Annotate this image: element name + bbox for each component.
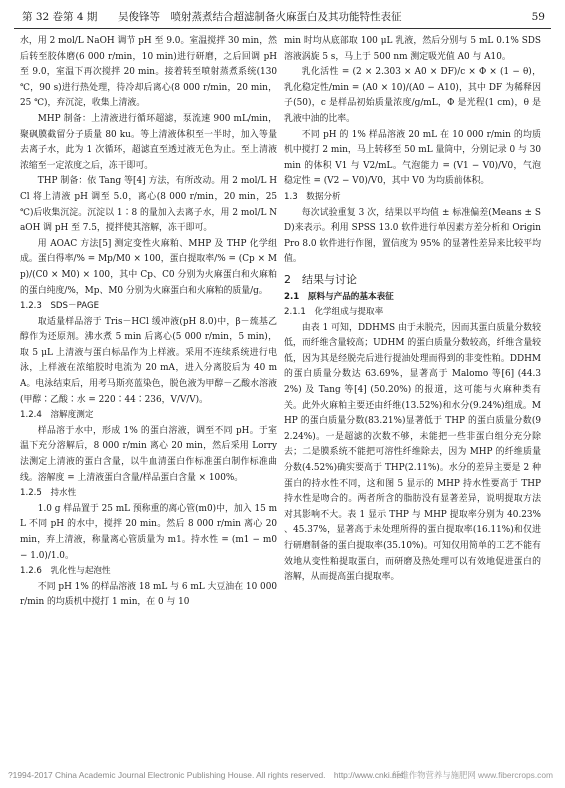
- section-heading: 1.2.4 溶解度测定: [20, 410, 94, 421]
- article-running-title: 吴俊锋等 喷射蒸煮结合超滤制备火麻蛋白及其功能特性表征: [118, 11, 402, 23]
- paragraph: THP 制备：依 Tang 等[4] 方法，有所改动。用 2 mol/L HCl 将上清液 pH 调至 5.0，离心(8 000 r/min，20 min，25 ℃)后收集沉淀。沉淀以 1∶8 的量加入去离子水，用 2 mol/L NaOH 调 pH 至 7.5，搅拌使其溶解，冻干即可。: [20, 176, 277, 234]
- section-heading: 2 结果与讨论: [284, 272, 357, 286]
- right-column: [284, 34, 541, 728]
- paragraph: 每次试验重复 3 次，结果以平均值 ± 标准偏差(Means ± SD)来表示。利用 SPSS 13.0 软件进行单因素方差分析和 OriginPro 8.0 软件进行作图，置信度为 95% 的显著性差异来比较平均值。: [284, 207, 541, 265]
- paragraph: 由表 1 可知，DDHMS 由于未脱壳，因而其蛋白质量分数较低，而纤维含量较高；UDHM 的蛋白质量分数较高，纤维含量较低，因为其是经脱壳后进行提油处理而得到的非变性粕。DDHM 的蛋白质量分数达 63.69%，显著高于 Malomo 等[6] (44.32%) 及 Tang 等[4] (50.20%) 的报道，这可能与火麻种类有关。此外火麻粕主要还由纤维(13.52%)和水分(9.24%)组成。MHP 的蛋白质量分数(83.21%)显著低于 THP 的蛋白质量分数(92.24%)。一是超滤的次数不够，未能把一些非蛋白组分充分除去；二是膜系统不能把可溶性纤维除去，因为 MHP 的纤维质量分数(4.52%)确实要高于 THP(2.11%)。水分的差异主要是 2 种蛋白的持水性不同，这和图 5 显示的 MHP 持水性要高于 THP 持水性是吻合的。两者所含的脂肪没有显著差异，说明提取方法对其影响不大。表 1 显示 THP 与 MHP 提取率分别为 40.23% 、45.37%，显著高于未处理所得的蛋白提取率(16.11%)和仅进行研磨制备的蛋白提取率(35.10%)。可知仅用简单的工艺不能有效地从变性粕提取蛋白，而研磨及热处理可以有效地促进蛋白的溶解，从而提高蛋白提取率。: [284, 322, 541, 583]
- paragraph: 用 AOAC 方法[5] 测定变性火麻粕、MHP 及 THP 化学组成。蛋白得率/% = Mp/M0 × 100，蛋白提取率/% = (Cp × Mp)/(C0 × M0) × 100，其中 Cp、C0 分别为火麻蛋白和火麻粕的蛋白纯度/%，Mp、M0 分别为火麻蛋白和火麻粕的质量/g。: [20, 238, 277, 296]
- page-footer: [8, 768, 557, 782]
- paragraph: 水，用 2 mol/L NaOH 调节 pH 至 9.0。室温搅拌 30 min，然后转至胶体磨(6 000 r/min，10 min)进行研磨，之后回调 pH 至 9.0，室温下再次搅拌 20 min。接着转至喷射蒸煮系统(130 ℃，90 s)进行热处理，待冷却后离心(8 000 r/min，20 min，25 ℃)，弃沉淀，收集上清液。: [20, 36, 277, 109]
- page-number: 59: [531, 11, 545, 23]
- section-heading: 2.1.1 化学组成与提取率: [284, 307, 384, 318]
- section-heading: 2.1 原料与产品的基本表征: [284, 291, 394, 302]
- paragraph: 取适量样品溶于 Tris－HCl 缓冲液(pH 8.0)中，β－巯基乙醇作为还原剂。沸水煮 5 min 后离心(5 000 r/min，5 min)，取 5 μL 上清液与蛋白标品作为上样液。采用不连续系统进行电泳，上样液在浓缩胶时电流为 20 mA，进入分离胶后为 40 mA。电泳结束后，用考马斯亮蓝染色，脱色液为甲醇－乙酸水溶液(甲醇∶乙酸∶水 = 220∶44∶236，V/V/V)。: [20, 316, 277, 405]
- paragraph: 样品溶于水中，形成 1% 的蛋白溶液，调至不同 pH。于室温下充分溶解后，8 000 r/min 离心 20 min，然后采用 Lorry 法测定上清液的蛋白含量，以牛血清蛋白作标准蛋白制作标准曲线。溶解度 = 上清液蛋白含量/样品蛋白含量 × 100%。: [20, 425, 277, 483]
- paragraph: 不同 pH 1% 的样品溶液 18 mL 与 6 mL 大豆油在 10 000 r/min 的均质机中搅打 1 min，在 0 与 10: [20, 581, 277, 608]
- paragraph: 1.0 g 样品置于 25 mL 预称重的离心管(m0)中，加入 15 mL 不同 pH 的水中，搅拌 20 min。然后 8 000 r/min 离心 20 min，弃上清液，称量离心管质量为 m1。持水性 = (m1 − m0 − 1.0)/1.0。: [20, 503, 277, 561]
- section-heading: 1.3 数据分析: [284, 191, 341, 202]
- paragraph: MHP 制备：上清液进行循环超滤，泵流速 900 mL/min，聚砜膜截留分子质量 80 ku。等上清液体积至一半时，加入等量去离子水，此为 1 次循环，超滤直至透过液无色为止。至上清液浓缩至一定浓度之后，冻干即可。: [20, 113, 277, 171]
- section-heading: 1.2.6 乳化性与起泡性: [20, 566, 111, 577]
- left-column: [20, 34, 277, 728]
- paragraph: min 时均从底部取 100 μL 乳液，然后分别与 5 mL 0.1% SDS 溶液涡旋 5 s，马上于 500 nm 测定吸光值 A0 与 A10。: [284, 36, 541, 62]
- copyright-line: ?1994-2017 China Academic Journal Electronic Publishing House. All rights reserved. http://www.cnki.net: [8, 770, 404, 780]
- watermark-text: 纤维作物营养与施肥网 www.fibercrops.com: [391, 770, 553, 780]
- running-header: [14, 8, 551, 26]
- journal-volume: 第 32 卷第 4 期: [22, 11, 98, 23]
- paragraph: 不同 pH 的 1% 样品溶液 20 mL 在 10 000 r/min 的均质机中搅打 2 min，马上转移至 50 mL 量筒中，分别记录 0 与 30 min 的体积 V1 与 V2/mL。气泡能力 = (V1 − V0)/V0，气泡稳定性 = (V2 − V0)/V0，其中 V0 为均质前体积。: [284, 129, 541, 187]
- header-rule: [14, 28, 551, 29]
- section-heading: 1.2.5 持水性: [20, 488, 77, 499]
- paragraph: 乳化活性 = (2 × 2.303 × A0 × DF)/c × Φ × (1 − θ)，乳化稳定性/min = (A0 × 10)/(A0 − A10)，其中 DF 为稀释因子(50)，c 是样品初始质量浓度/g/mL，Φ 是光程(1 cm)，θ 是乳液中油的比率。: [284, 67, 541, 124]
- section-heading: 1.2.3 SDS－PAGE: [20, 301, 100, 312]
